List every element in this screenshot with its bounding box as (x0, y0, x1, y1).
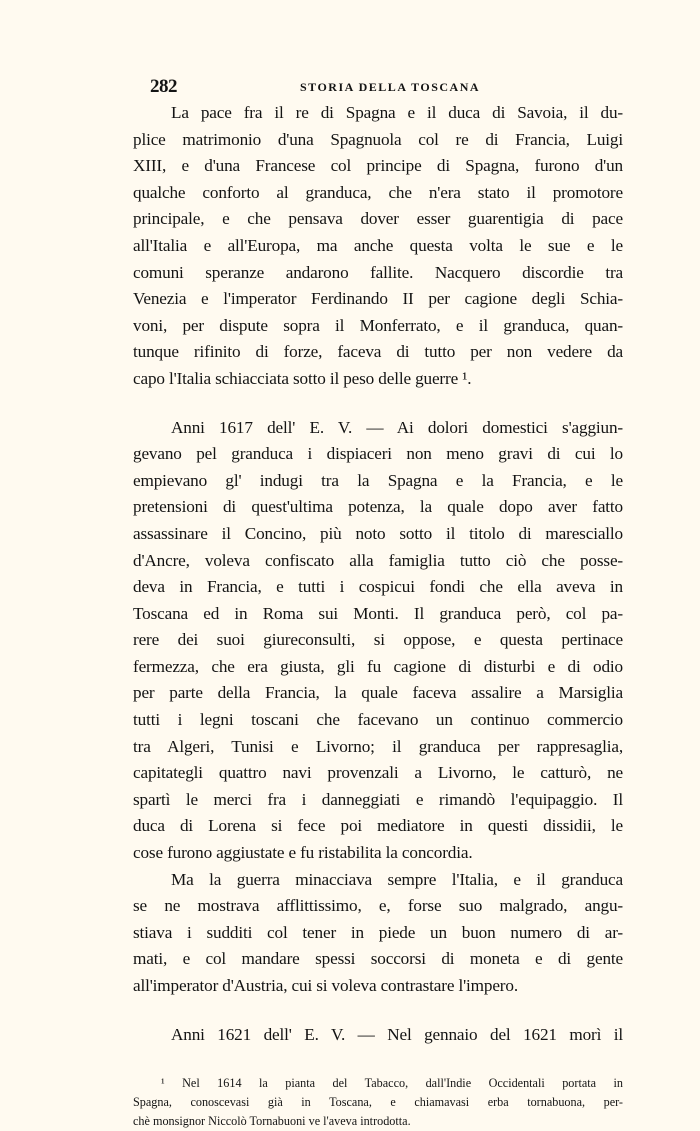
text-line: capo l'Italia schiacciata sotto il peso delle guerre ¹. (133, 368, 472, 388)
text-line: mati, e col mandare spessi soccorsi di moneta e di gente (133, 949, 623, 969)
text-line: Anni 1621 dell' E. V. — Nel gennaio del 1621 morì il (171, 1024, 623, 1044)
text-line: capitategli quattro navi provenzali a Livorno, le catturò, ne (133, 763, 623, 783)
paragraph-2 (133, 415, 623, 867)
paragraph-gap (133, 393, 623, 415)
text-line: gevano pel granduca i dispiaceri non meno gravi di cui lo (133, 444, 623, 464)
paragraph-gap (133, 1000, 623, 1022)
running-head (150, 76, 620, 100)
text-line: all'Italia e all'Europa, ma anche questa volta le sue e le (133, 235, 623, 255)
text-line: voni, per dispute sopra il Monferrato, e il granduca, quan- (133, 315, 623, 335)
text-line: XIII, e d'una Francese col principe di Spagna, furono d'un (133, 156, 623, 176)
text-line: cose furono aggiustate e fu ristabilita la concordia. (133, 843, 473, 863)
paragraph-1 (133, 100, 623, 393)
text-line: spartì le merci fra i danneggiati e rimandò l'equipaggio. Il (133, 789, 623, 809)
footnote (133, 1074, 623, 1131)
footnote-line: chè monsignor Niccolò Tornabuoni ve l'aveva introdotta. (133, 1114, 411, 1129)
text-line: se ne mostrava afflittissimo, e, forse suo malgrado, angu- (133, 896, 623, 916)
footnote-separator (133, 1048, 623, 1074)
text-line: Toscana ed in Roma sui Monti. Il granduca però, col pa- (133, 603, 623, 623)
text-line: tutti i legni toscani che facevano un continuo commercio (133, 710, 623, 730)
page-number: 282 (150, 76, 177, 97)
text-line: Anni 1617 dell' E. V. — Ai dolori domestici s'aggiun- (171, 417, 623, 437)
text-line: fermezza, che era giusta, gli fu cagione di disturbi e di odio (133, 656, 623, 676)
text-line: qualche conforto al granduca, che n'era stato il promotore (133, 182, 623, 202)
text-line: pretensioni di quest'ultima potenza, la quale dopo aver fatto (133, 497, 623, 517)
text-line: comuni speranze andarono fallite. Nacquero discordie tra (133, 262, 623, 282)
text-line: principale, e che pensava dover esser guarentigia di pace (133, 209, 623, 229)
paragraph-4 (133, 1022, 623, 1049)
text-line: rere dei suoi giureconsulti, si oppose, e questa pertinace (133, 630, 623, 650)
running-title: STORIA DELLA TOSCANA (300, 80, 481, 94)
body-text (133, 100, 623, 1131)
text-line: duca di Lorena si fece poi mediatore in questi dissidii, le (133, 816, 623, 836)
text-line: empievano gl' indugi tra la Spagna e la Francia, e le (133, 470, 623, 490)
text-line: deva in Francia, e tutti i cospicui fondi che ella aveva in (133, 577, 623, 597)
text-line: Ma la guerra minacciava sempre l'Italia, e il granduca (171, 869, 623, 889)
paragraph-3 (133, 867, 623, 1000)
text-line: tunque rifinito di forze, faceva di tutto per non vedere da (133, 342, 623, 362)
text-line: per parte della Francia, la quale faceva assalire a Marsiglia (133, 683, 623, 703)
text-line: d'Ancre, voleva confiscato alla famiglia tutto ciò che posse- (133, 550, 623, 570)
text-line: all'imperator d'Austria, cui si voleva contrastare l'impero. (133, 976, 518, 995)
text-line: stiava i sudditi col tener in piede un buon numero di ar- (133, 922, 623, 942)
footnote-line: Spagna, conoscevasi già in Toscana, e chiamavasi erba tornabuona, per- (133, 1095, 623, 1110)
text-line: assassinare il Concino, più noto sotto il titolo di maresciallo (133, 523, 623, 543)
text-line: tra Algeri, Tunisi e Livorno; il granduca per rappresaglia, (133, 736, 623, 756)
footnote-line: ¹ Nel 1614 la pianta del Tabacco, dall'Indie Occidentali portata in (161, 1076, 623, 1091)
text-line: plice matrimonio d'una Spagnuola col re di Francia, Luigi (133, 129, 623, 149)
text-line: Venezia e l'imperator Ferdinando II per cagione degli Schia- (133, 289, 623, 309)
text-line: La pace fra il re di Spagna e il duca di Savoia, il du- (171, 103, 623, 122)
